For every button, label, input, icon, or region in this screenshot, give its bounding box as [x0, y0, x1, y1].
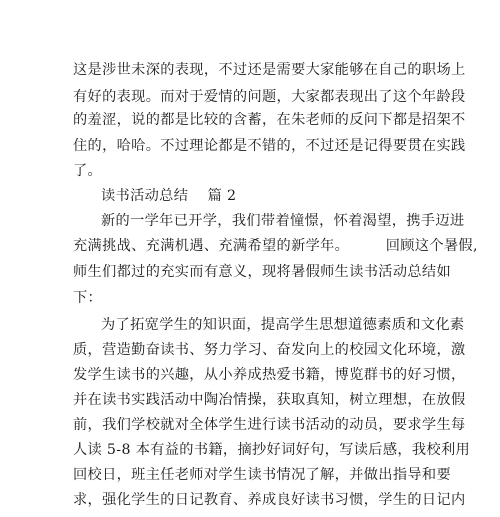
text-line-15: 前，我们学校就对全体学生进行读书活动的动员，要求学生每: [73, 417, 466, 433]
text-line-16: 人读 5-8 本有益的书籍，摘抄好词好句，写读后感，我校利用: [73, 442, 471, 458]
text-line-9: 师生们都过的充实而有意义，现将暑假师生读书活动总结如: [73, 264, 451, 280]
text-line-3: 的羞涩，说的都是比较的含蓄，在朱老师的反问下都是招架不: [73, 112, 466, 128]
text-line-7: 新的一学年已开学，我们带着憧憬，怀着渴望，携手迈进: [101, 213, 465, 229]
text-line-5: 了。: [73, 163, 103, 179]
text-line-8: 充满挑战、充满机遇、充满希望的新学年。 回顾这个暑假,: [73, 238, 478, 254]
text-line-1: 这是涉世未深的表现，不过还是需要大家能够在自己的职场上: [73, 62, 466, 78]
text-line-2: 有好的表现。而对于爱情的问题，大家都表现出了这个年龄段: [73, 89, 466, 105]
text-line-14: 并在读书实践活动中陶冶情操，获取真知，树立理想，在放假: [73, 392, 466, 408]
text-line-11: 为了拓宽学生的知识面，提高学生思想道德素质和文化素: [101, 317, 465, 333]
text-line-17: 回校日，班主任老师对学生读书情况了解，并做出指导和要: [73, 467, 451, 483]
section-heading: 读书活动总结 篇 2: [101, 188, 237, 204]
text-line-10: 下：: [73, 290, 103, 306]
text-line-13: 发学生读书的兴趣，从小养成热爱书籍，博览群书的好习惯，: [73, 367, 466, 383]
text-line-12: 质，营造勤奋读书、努力学习、奋发向上的校园文化环境，激: [73, 342, 466, 358]
text-line-18: 求，强化学生的日记教育、养成良好读书习惯，学生的日记内: [73, 492, 466, 508]
text-line-4: 住的，哈哈。不过理论都是不错的，不过还是记得要贯在实践: [73, 138, 466, 154]
